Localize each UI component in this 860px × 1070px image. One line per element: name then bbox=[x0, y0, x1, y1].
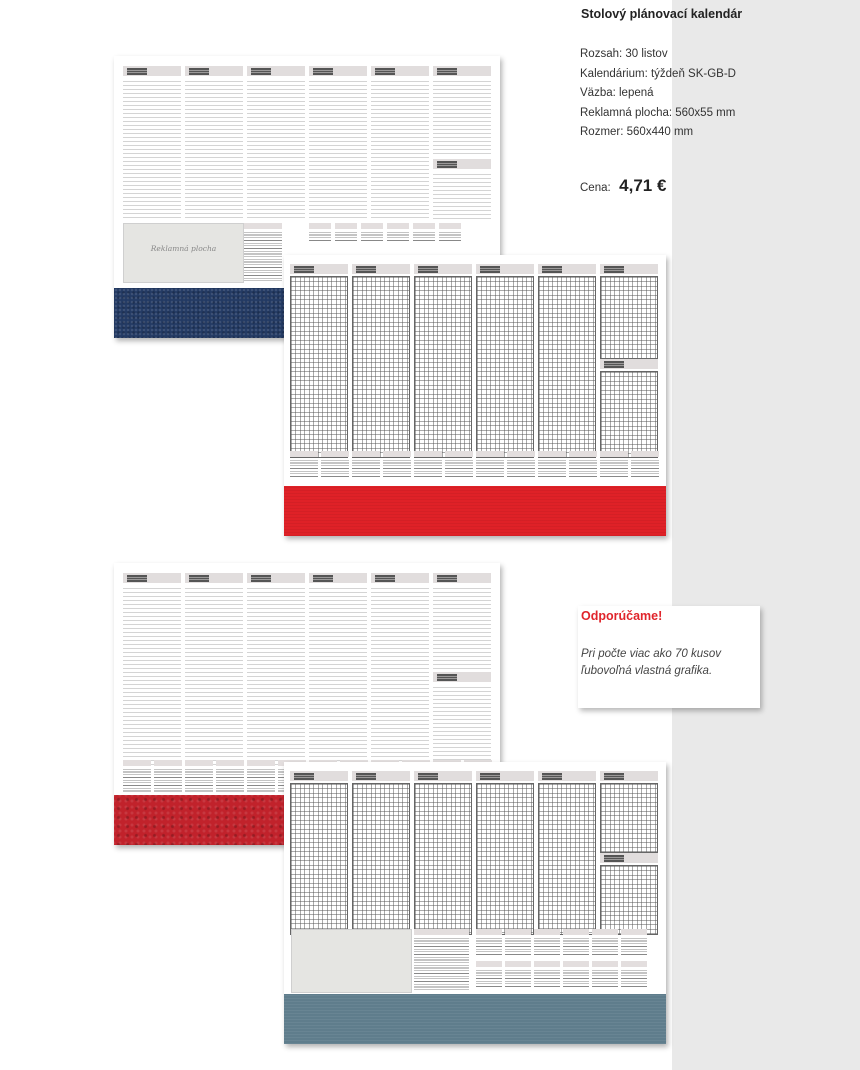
recommendation-box bbox=[578, 606, 760, 708]
mini-calendar-header bbox=[383, 451, 411, 457]
day-column bbox=[433, 66, 491, 221]
day-header bbox=[247, 66, 305, 76]
product-title: Stolový plánovací kalendár bbox=[581, 7, 743, 21]
day-column bbox=[414, 771, 472, 933]
recommendation-title: Odporúčame! bbox=[581, 609, 663, 623]
mini-calendar-days bbox=[290, 458, 318, 479]
planner-cover bbox=[284, 486, 666, 536]
mini-calendar-header bbox=[309, 223, 331, 229]
mini-calendar bbox=[534, 961, 560, 989]
day-column bbox=[476, 771, 534, 933]
mini-calendar-days bbox=[414, 936, 469, 991]
mini-calendar-header bbox=[631, 451, 659, 457]
mini-calendar-header bbox=[414, 451, 442, 457]
mini-calendar-days bbox=[592, 968, 618, 989]
lined-area bbox=[185, 585, 243, 765]
mini-calendar bbox=[621, 961, 647, 989]
mini-calendar bbox=[621, 929, 647, 957]
day-column bbox=[352, 264, 410, 456]
mini-calendar bbox=[383, 451, 411, 479]
day-column bbox=[290, 771, 348, 933]
mini-calendar-days bbox=[321, 458, 349, 479]
recommendation-text bbox=[581, 646, 721, 680]
lined-area bbox=[185, 78, 243, 221]
grid-area bbox=[414, 783, 472, 935]
mini-calendar-header bbox=[445, 451, 473, 457]
ad-area-label: Reklamná plocha bbox=[150, 244, 217, 253]
sidebar-panel bbox=[672, 0, 860, 1070]
day-column bbox=[123, 66, 181, 221]
day-column bbox=[185, 66, 243, 221]
day-header bbox=[123, 573, 181, 583]
price-label: Cena: bbox=[580, 182, 611, 194]
day-column bbox=[352, 771, 410, 933]
price bbox=[580, 176, 666, 196]
mini-calendar-days bbox=[621, 968, 647, 989]
mini-calendar-days bbox=[534, 936, 560, 957]
mini-calendar-days bbox=[631, 458, 659, 479]
mini-calendar-header bbox=[505, 961, 531, 967]
day-header bbox=[123, 66, 181, 76]
mini-calendar-days bbox=[569, 458, 597, 479]
day-header bbox=[433, 672, 491, 682]
mini-calendar-days bbox=[414, 458, 442, 479]
grid-area bbox=[600, 276, 658, 359]
mini-calendar-header bbox=[154, 760, 182, 766]
mini-calendar-days bbox=[387, 230, 409, 243]
mini-calendar bbox=[476, 961, 502, 989]
mini-calendar bbox=[309, 223, 331, 243]
mini-calendar-days bbox=[335, 230, 357, 243]
planner-cover bbox=[284, 994, 666, 1044]
mini-calendar bbox=[507, 451, 535, 479]
day-column bbox=[371, 66, 429, 221]
price-value: 4,71 € bbox=[619, 176, 667, 195]
lined-area bbox=[433, 171, 491, 221]
product-specs bbox=[580, 45, 736, 143]
day-column bbox=[290, 264, 348, 456]
mini-calendar bbox=[476, 929, 502, 957]
mini-calendar bbox=[592, 929, 618, 957]
grid-area bbox=[352, 783, 410, 935]
mini-calendar bbox=[445, 451, 473, 479]
lined-area bbox=[309, 585, 367, 765]
mini-calendar-header bbox=[476, 929, 502, 935]
mini-calendar-header bbox=[507, 451, 535, 457]
day-header bbox=[600, 264, 658, 274]
mini-calendar-header bbox=[600, 451, 628, 457]
mini-calendar bbox=[352, 451, 380, 479]
mini-calendar-days bbox=[383, 458, 411, 479]
mini-calendar-days bbox=[216, 767, 244, 793]
recommendation-line: Pri počte viac ako 70 kusov bbox=[581, 648, 721, 660]
day-column bbox=[247, 66, 305, 221]
mini-calendar bbox=[414, 929, 469, 991]
day-header bbox=[414, 771, 472, 781]
mini-calendar bbox=[505, 961, 531, 989]
lined-area bbox=[433, 585, 491, 670]
day-header bbox=[352, 264, 410, 274]
mini-calendar bbox=[631, 451, 659, 479]
mini-calendar-days bbox=[185, 767, 213, 793]
day-header bbox=[371, 66, 429, 76]
day-column bbox=[247, 573, 305, 765]
day-header bbox=[600, 771, 658, 781]
grid-area bbox=[476, 783, 534, 935]
day-column bbox=[600, 264, 658, 456]
mini-calendar-header bbox=[290, 451, 318, 457]
lined-area bbox=[433, 78, 491, 157]
day-header bbox=[433, 159, 491, 169]
mini-calendar-header bbox=[534, 961, 560, 967]
lined-area bbox=[433, 684, 491, 765]
mini-calendar-header bbox=[387, 223, 409, 229]
mini-calendar-days bbox=[534, 968, 560, 989]
mini-calendar-days bbox=[247, 767, 275, 793]
mini-calendar bbox=[154, 760, 182, 793]
day-column bbox=[476, 264, 534, 456]
mini-calendar bbox=[476, 451, 504, 479]
mini-calendar-days bbox=[621, 936, 647, 957]
mini-calendar-header bbox=[592, 961, 618, 967]
mini-calendar-header bbox=[563, 929, 589, 935]
lined-area bbox=[371, 585, 429, 765]
mini-calendar bbox=[563, 961, 589, 989]
day-column bbox=[123, 573, 181, 765]
mini-calendar bbox=[538, 451, 566, 479]
mini-calendar bbox=[361, 223, 383, 243]
day-column bbox=[309, 573, 367, 765]
mini-calendar-days bbox=[445, 458, 473, 479]
mini-calendar-header bbox=[216, 760, 244, 766]
spec-calendar: Kalendárium: týždeň SK-GB-D bbox=[580, 67, 736, 80]
mini-calendar bbox=[321, 451, 349, 479]
mini-calendar-header bbox=[123, 760, 151, 766]
lined-area bbox=[247, 585, 305, 765]
mini-calendar bbox=[244, 223, 282, 281]
mini-calendar-days bbox=[538, 458, 566, 479]
mini-calendar bbox=[335, 223, 357, 243]
mini-calendar bbox=[387, 223, 409, 243]
mini-calendar bbox=[216, 760, 244, 793]
lined-area bbox=[123, 78, 181, 221]
lined-area bbox=[309, 78, 367, 221]
day-header bbox=[185, 66, 243, 76]
mini-calendar-header bbox=[439, 223, 461, 229]
mini-calendar-days bbox=[600, 458, 628, 479]
mini-calendar bbox=[592, 961, 618, 989]
planner-steel-grid bbox=[284, 762, 666, 1044]
spec-size: Rozmer: 560x440 mm bbox=[580, 126, 694, 138]
grid-area bbox=[476, 276, 534, 458]
lined-area bbox=[123, 585, 181, 765]
mini-calendar bbox=[569, 451, 597, 479]
mini-calendar-days bbox=[244, 230, 282, 281]
mini-calendar bbox=[413, 223, 435, 243]
mini-calendar-header bbox=[413, 223, 435, 229]
mini-calendar-header bbox=[414, 929, 469, 935]
day-column bbox=[185, 573, 243, 765]
ad-area bbox=[123, 223, 244, 283]
mini-calendar-header bbox=[563, 961, 589, 967]
day-header bbox=[414, 264, 472, 274]
mini-calendar-days bbox=[123, 767, 151, 793]
mini-calendar bbox=[185, 760, 213, 793]
grid-area bbox=[600, 865, 658, 935]
mini-calendar bbox=[439, 223, 461, 243]
day-header bbox=[309, 573, 367, 583]
mini-calendar-days bbox=[309, 230, 331, 243]
day-header bbox=[371, 573, 429, 583]
day-column bbox=[433, 573, 491, 765]
mini-calendar-header bbox=[569, 451, 597, 457]
day-header bbox=[185, 573, 243, 583]
mini-calendar-days bbox=[592, 936, 618, 957]
day-header bbox=[352, 771, 410, 781]
mini-calendar-header bbox=[361, 223, 383, 229]
day-header bbox=[600, 853, 658, 863]
day-header bbox=[309, 66, 367, 76]
mini-calendar-header bbox=[621, 961, 647, 967]
recommendation-line: ľubovoľná vlastná grafika. bbox=[581, 665, 713, 677]
lined-area bbox=[371, 78, 429, 221]
mini-calendar-header bbox=[321, 451, 349, 457]
day-column bbox=[414, 264, 472, 456]
grid-area bbox=[600, 371, 658, 458]
mini-calendar-header bbox=[505, 929, 531, 935]
mini-calendar bbox=[600, 451, 628, 479]
day-header bbox=[290, 264, 348, 274]
mini-calendar-header bbox=[534, 929, 560, 935]
mini-calendar-days bbox=[476, 936, 502, 957]
grid-area bbox=[352, 276, 410, 458]
mini-calendar bbox=[414, 451, 442, 479]
mini-calendar-header bbox=[476, 451, 504, 457]
day-header bbox=[433, 66, 491, 76]
grid-area bbox=[290, 276, 348, 458]
mini-calendar bbox=[123, 760, 151, 793]
mini-calendar-days bbox=[476, 458, 504, 479]
mini-calendar-days bbox=[563, 936, 589, 957]
day-column bbox=[309, 66, 367, 221]
day-column bbox=[600, 771, 658, 933]
grid-area bbox=[290, 783, 348, 935]
mini-calendar-header bbox=[538, 451, 566, 457]
ad-area bbox=[291, 929, 412, 993]
mini-calendar-header bbox=[476, 961, 502, 967]
day-header bbox=[538, 771, 596, 781]
mini-calendar-header bbox=[335, 223, 357, 229]
mini-calendar-days bbox=[361, 230, 383, 243]
mini-calendar bbox=[505, 929, 531, 957]
spec-binding: Väzba: lepená bbox=[580, 87, 654, 99]
mini-calendar-header bbox=[592, 929, 618, 935]
mini-calendar-days bbox=[154, 767, 182, 793]
mini-calendar-days bbox=[505, 936, 531, 957]
mini-calendar bbox=[247, 760, 275, 793]
mini-calendar bbox=[290, 451, 318, 479]
mini-calendar bbox=[563, 929, 589, 957]
day-header bbox=[433, 573, 491, 583]
mini-calendar-days bbox=[476, 968, 502, 989]
grid-area bbox=[414, 276, 472, 458]
day-column bbox=[538, 264, 596, 456]
mini-calendar-header bbox=[244, 223, 282, 229]
day-header bbox=[538, 264, 596, 274]
mini-calendar-days bbox=[413, 230, 435, 243]
spec-range: Rozsah: 30 listov bbox=[580, 48, 668, 60]
day-header bbox=[476, 264, 534, 274]
mini-calendar-days bbox=[507, 458, 535, 479]
spec-ad-area: Reklamná plocha: 560x55 mm bbox=[580, 106, 736, 119]
mini-calendar-days bbox=[439, 230, 461, 243]
day-column bbox=[538, 771, 596, 933]
day-header bbox=[476, 771, 534, 781]
mini-calendar-days bbox=[352, 458, 380, 479]
grid-area bbox=[600, 783, 658, 853]
mini-calendar-header bbox=[621, 929, 647, 935]
mini-calendar-header bbox=[247, 760, 275, 766]
mini-calendar-days bbox=[505, 968, 531, 989]
planner-red-grid bbox=[284, 255, 666, 536]
day-header bbox=[247, 573, 305, 583]
day-header bbox=[290, 771, 348, 781]
lined-area bbox=[247, 78, 305, 221]
grid-area bbox=[538, 276, 596, 458]
mini-calendar-header bbox=[352, 451, 380, 457]
grid-area bbox=[538, 783, 596, 935]
mini-calendar-days bbox=[563, 968, 589, 989]
mini-calendar bbox=[534, 929, 560, 957]
day-header bbox=[600, 359, 658, 369]
mini-calendar-header bbox=[185, 760, 213, 766]
day-column bbox=[371, 573, 429, 765]
